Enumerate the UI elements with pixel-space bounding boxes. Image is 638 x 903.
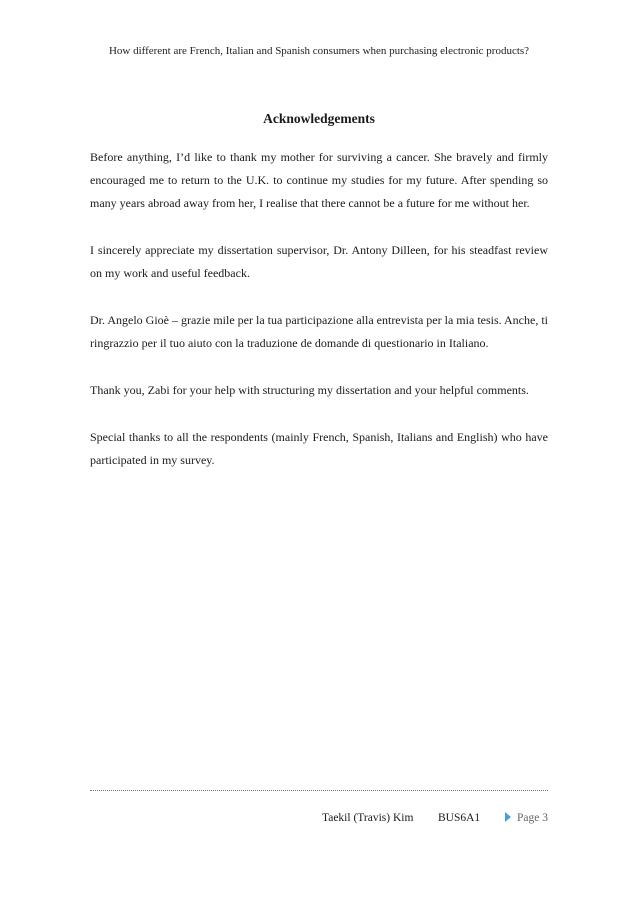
triangle-right-icon [505, 812, 511, 822]
paragraph-zabi: Thank you, Zabi for your help with structuring my dissertation and your helpful comments. [90, 383, 529, 397]
paragraph-interview: Dr. Angelo Gioè – grazie mile per la tua participazione alla entrevista per la mia tesis. Anche, ti ringrazzio per il tuo aiuto con la traduzione de domande di questionario in Italiano. [90, 313, 548, 350]
page-title: Acknowledgements [263, 111, 375, 126]
footer-course-code: BUS6A1 [438, 812, 481, 824]
paragraph-supervisor: I sincerely appreciate my dissertation supervisor, Dr. Antony Dilleen, for his steadfast review on my work and useful feedback. [90, 243, 548, 280]
paragraph-respondents: Special thanks to all the respondents (mainly French, Spanish, Italians and English) who have participated in my survey. [90, 430, 548, 467]
footer-author: Taekil (Travis) Kim [322, 812, 414, 824]
running-header: How different are French, Italian and Spanish consumers when purchasing electronic products? [108, 45, 530, 57]
page-footer [90, 810, 548, 826]
acknowledgements-body [90, 146, 548, 496]
page-number-label: Page 3 [517, 812, 548, 824]
footer-divider [90, 790, 548, 791]
paragraph-mother: Before anything, I’d like to thank my mother for surviving a cancer. She bravely and firmly encouraged me to return to the U.K. to continue my studies for my future. After spending so many years abroad away from her, I realise that there cannot be a future for me without her. [90, 150, 548, 210]
footer-page-number [505, 810, 548, 826]
